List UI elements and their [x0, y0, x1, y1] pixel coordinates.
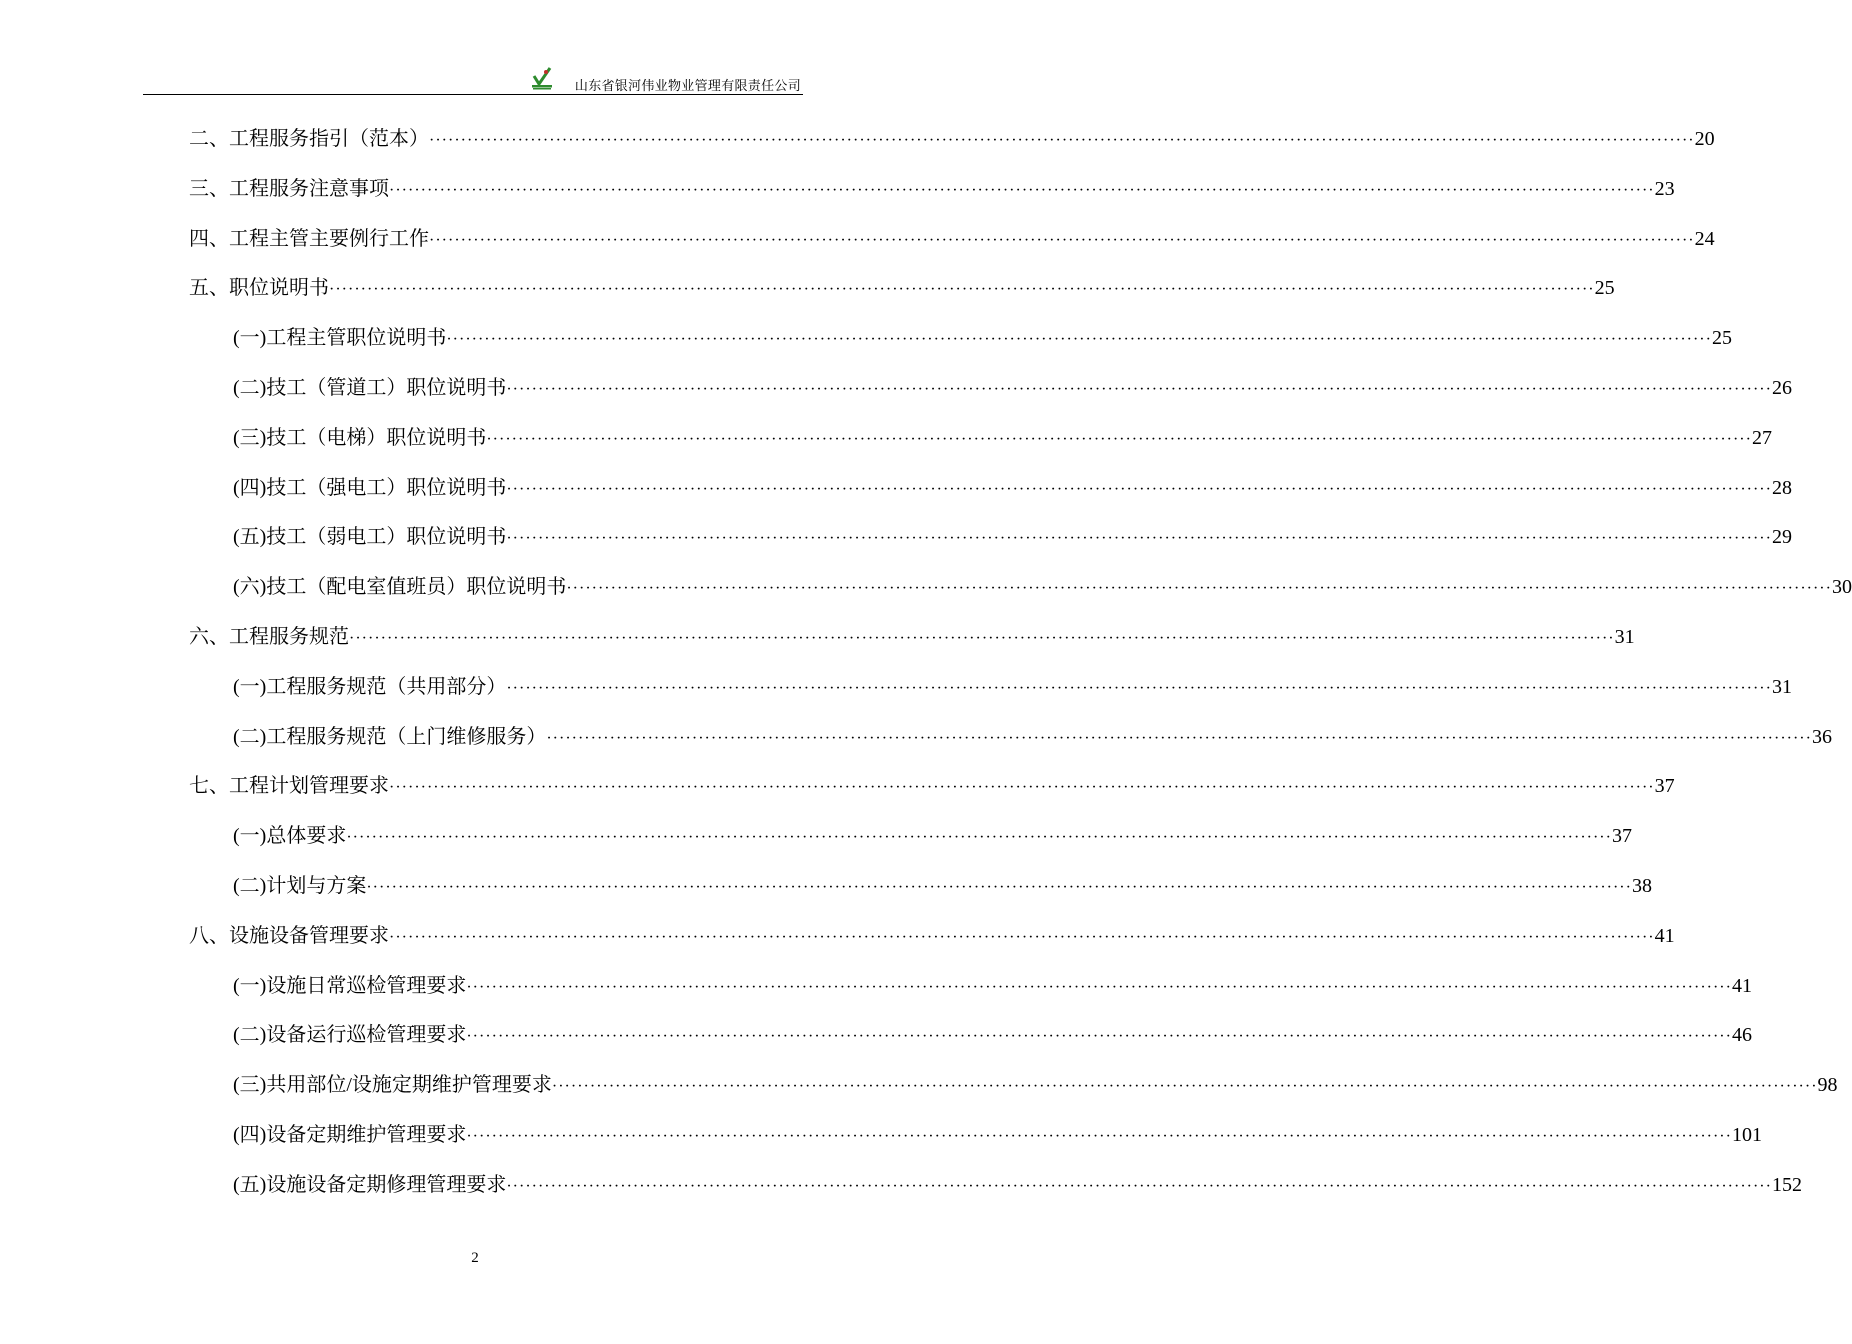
toc-leader-dots: ········································································································································································································: [546, 730, 1812, 747]
toc-entry-label: (五)设施设备定期修理管理要求: [233, 1174, 507, 1196]
toc-leader-dots: ········································································································································································································: [506, 530, 1772, 547]
toc-leader-dots: ········································································································································································································: [349, 630, 1615, 647]
toc-entry-page: 30: [1831, 576, 1852, 598]
toc-entry-label: (三)技工（电梯）职位说明书: [233, 427, 487, 449]
toc-leader-dots: ········································································································································································································: [466, 1028, 1732, 1045]
toc-entry-label: 二、工程服务指引（范本）: [189, 128, 429, 150]
toc-leader-dots: ········································································································································································································: [429, 232, 1695, 249]
toc-entry[interactable]: [233, 872, 1652, 900]
toc-entry-page: 25: [1594, 277, 1615, 299]
toc-entry-label: 四、工程主管主要例行工作: [189, 228, 429, 250]
toc-leader-dots: ········································································································································································································: [389, 929, 1655, 946]
toc-leader-dots: ········································································································································································································: [506, 481, 1772, 498]
toc-entry-page: 41: [1654, 925, 1675, 947]
toc-entry-label: (一)总体要求: [233, 825, 347, 847]
toc-leader-dots: ········································································································································································································: [506, 381, 1772, 398]
toc-entry-page: 29: [1771, 526, 1792, 548]
toc-entry[interactable]: [233, 673, 1792, 701]
toc-entry-label: (一)设施日常巡检管理要求: [233, 975, 467, 997]
toc-leader-dots: ········································································································································································································: [506, 1178, 1772, 1195]
toc-entry-label: (二)技工（管道工）职位说明书: [233, 377, 507, 399]
toc-entry-page: 20: [1694, 128, 1715, 150]
toc-entry[interactable]: [233, 1021, 1752, 1049]
toc-leader-dots: ········································································································································································································: [486, 431, 1752, 448]
toc-leader-dots: ········································································································································································································: [366, 879, 1632, 896]
toc-entry[interactable]: [189, 125, 1715, 153]
header-company-name: 山东省银河伟业物业管理有限责任公司: [574, 78, 801, 93]
toc-entry[interactable]: [189, 772, 1675, 800]
toc-entry-page: 101: [1731, 1124, 1762, 1146]
toc-entry[interactable]: [233, 374, 1792, 402]
toc-entry-page: 36: [1811, 726, 1832, 748]
toc-entry-label: 五、职位说明书: [189, 277, 329, 299]
toc-entry-page: 98: [1817, 1074, 1838, 1096]
toc-entry[interactable]: [233, 324, 1732, 352]
toc-entry[interactable]: [233, 1121, 1762, 1149]
toc-entry-label: (二)设备运行巡检管理要求: [233, 1024, 467, 1046]
toc-entry[interactable]: [233, 424, 1772, 452]
toc-entry-label: (三)共用部位/设施定期维护管理要求: [233, 1074, 552, 1096]
toc-entry[interactable]: [233, 1071, 1838, 1099]
toc-entry-label: (二)工程服务规范（上门维修服务）: [233, 726, 547, 748]
toc-entry-page: 46: [1731, 1024, 1752, 1046]
toc-leader-dots: ········································································································································································································: [389, 182, 1655, 199]
toc-leader-dots: ········································································································································································································: [446, 331, 1712, 348]
toc-leader-dots: ········································································································································································································: [389, 779, 1655, 796]
toc-entry-label: (五)技工（弱电工）职位说明书: [233, 526, 507, 548]
toc-entry-page: 37: [1611, 825, 1632, 847]
toc-entry[interactable]: [189, 175, 1675, 203]
toc-entry-page: 41: [1731, 975, 1752, 997]
toc-entry-label: (一)工程服务规范（共用部分）: [233, 676, 507, 698]
toc-entry-label: 八、设施设备管理要求: [189, 925, 389, 947]
toc-leader-dots: ········································································································································································································: [551, 1078, 1818, 1095]
company-logo-icon: [531, 66, 553, 90]
toc-leader-dots: ········································································································································································································: [466, 1128, 1732, 1145]
toc-entry-label: (四)技工（强电工）职位说明书: [233, 477, 507, 499]
toc-leader-dots: ········································································································································································································: [346, 829, 1612, 846]
page-number: 2: [471, 1250, 479, 1266]
toc-entry-page: 152: [1771, 1174, 1802, 1196]
toc-entry-page: 23: [1654, 178, 1675, 200]
toc-entry-page: 25: [1711, 327, 1732, 349]
toc-entry[interactable]: [233, 523, 1792, 551]
page-header: [143, 62, 803, 95]
toc-leader-dots: ········································································································································································································: [506, 680, 1772, 697]
toc-entry-page: 26: [1771, 377, 1792, 399]
toc-entry-label: (二)计划与方案: [233, 875, 367, 897]
toc-entry[interactable]: [233, 723, 1832, 751]
toc-entry-page: 37: [1654, 775, 1675, 797]
toc-entry[interactable]: [233, 573, 1852, 601]
toc-leader-dots: ········································································································································································································: [566, 580, 1832, 597]
toc-entry[interactable]: [233, 1171, 1802, 1199]
toc-entry-label: 三、工程服务注意事项: [189, 178, 389, 200]
toc-leader-dots: ········································································································································································································: [466, 979, 1732, 996]
toc-entry-label: 六、工程服务规范: [189, 626, 349, 648]
toc-entry-page: 24: [1694, 228, 1715, 250]
toc-entry-label: (六)技工（配电室值班员）职位说明书: [233, 576, 567, 598]
toc-entry[interactable]: [233, 972, 1752, 1000]
toc-entry-page: 31: [1771, 676, 1792, 698]
toc-entry[interactable]: [189, 922, 1675, 950]
toc-entry-label: (四)设备定期维护管理要求: [233, 1124, 467, 1146]
toc-entry-label: 七、工程计划管理要求: [189, 775, 389, 797]
toc-entry[interactable]: [189, 274, 1615, 302]
toc-entry[interactable]: [189, 623, 1635, 651]
toc-entry-page: 38: [1631, 875, 1652, 897]
toc-entry-page: 27: [1751, 427, 1772, 449]
toc-leader-dots: ········································································································································································································: [429, 132, 1695, 149]
toc-entry-page: 28: [1771, 477, 1792, 499]
toc-entry[interactable]: [233, 822, 1632, 850]
toc-leader-dots: ········································································································································································································: [329, 281, 1595, 298]
toc-entry-label: (一)工程主管职位说明书: [233, 327, 447, 349]
toc-entry[interactable]: [233, 474, 1792, 502]
toc-entry-page: 31: [1614, 626, 1635, 648]
toc-entry[interactable]: [189, 225, 1715, 253]
